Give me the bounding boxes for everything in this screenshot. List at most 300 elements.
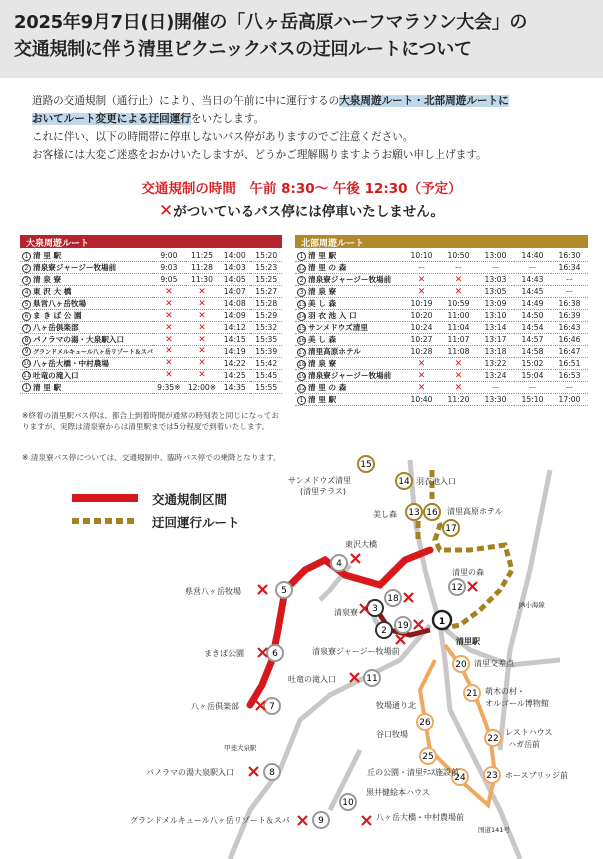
departure-time: 14:07 [219,286,250,298]
departure-time: 9:35※ [153,381,185,393]
departure-time: 13:03 [477,274,514,286]
svg-text:18: 18 [387,594,399,604]
timetable-row [295,274,588,286]
stop-label: 清 里 駅 [308,395,337,405]
no-stop-cross: ✕ [185,369,219,381]
departure-time: 14:49 [514,298,551,310]
svg-text:6: 6 [272,649,278,659]
departure-time: 15:10 [514,394,551,406]
no-stop-note: ✕がついているバス停には停車いたしません。 [158,201,445,221]
stop-name [20,286,153,298]
stop-name [20,369,153,381]
departure-time: ー [551,274,588,286]
timetable-row [20,298,282,310]
svg-text:21: 21 [466,689,478,699]
departure-time: 14:25 [219,369,250,381]
timetable-row [20,310,282,322]
svg-text:1: 1 [438,617,446,627]
stop-number: 3 [297,288,306,297]
departure-time: 10:50 [440,250,477,262]
stop-number: 4 [22,288,31,297]
no-stop-cross: ✕ [403,274,440,286]
north-route-header: 北部周遊ルート [295,235,588,248]
timetable-row [295,310,588,322]
departure-time: 15:32 [250,322,282,334]
stop-name [295,298,403,310]
no-stop-cross: ✕ [153,357,185,369]
title-line-1: 2025年9月7日(日)開催の「八ヶ岳高原ハーフマラソン大会」の [14,12,528,33]
stop-number: 16 [298,336,306,344]
departure-time: 10:27 [403,334,440,346]
svg-text:22: 22 [487,734,499,744]
departure-time: 14:40 [514,250,551,262]
timetable-row [295,358,588,370]
label-kuroi: 黒井健絵本ハウス [366,788,430,797]
stop-5 [276,582,292,598]
departure-time: 13:17 [477,334,514,346]
timetable-row [20,250,282,262]
timetable-row [20,322,282,334]
timetable-row [20,381,282,393]
stop-label: 清 里 の 森 [308,263,347,273]
footnote-2: ※ 清泉寮バス停については、交通規制中、臨時バス停での乗降となります。 [22,453,281,462]
timetable-row [295,298,588,310]
no-stop-cross: ✕ [153,286,185,298]
no-stop-cross: ✕ [403,370,440,382]
north-route-timetable [295,250,588,406]
svg-text:8: 8 [269,768,275,778]
stop-name [295,310,403,322]
departure-time: 14:45 [514,286,551,298]
departure-time: 15:25 [250,274,282,286]
departure-time: 16:47 [551,346,588,358]
timetable-row [20,369,282,381]
stop-name [20,322,153,334]
no-stop-cross: ✕ [185,334,219,346]
stop-21 [464,685,480,701]
intro-text [32,92,588,164]
departure-time: 13:18 [477,346,514,358]
departure-time: 16:46 [551,334,588,346]
stop-number: 13 [298,300,306,308]
legend-detour: 迂回運行ルート [152,515,240,530]
departure-time: 10:59 [440,298,477,310]
svg-text:24: 24 [454,773,466,783]
label-seisenryo: 清泉寮 [334,608,358,617]
stop-number: 15 [298,324,306,332]
label-tokoryu: 吐竜の滝入口 [288,675,336,684]
stop-label: パノラマの湯・大泉駅入口 [33,335,125,345]
departure-time: 14:57 [514,334,551,346]
stop-9 [313,812,329,828]
departure-time: 11:08 [440,346,477,358]
stop-13 [406,504,422,520]
stop-23 [484,767,500,783]
label-horsebridge: ホースブリッジ前 [505,771,568,780]
label-kiyosato-hotel: 清里高原ホテル [447,507,503,516]
label-makiba: まきば公園 [204,649,244,658]
departure-time: 15:55 [250,381,282,393]
stop-number: 11 [23,372,31,380]
timetable-row [20,334,282,346]
svg-text:15: 15 [360,460,372,470]
stop-number: 12 [298,264,306,272]
stop-7 [264,698,280,714]
label-kiyosato-crossing: 清里交差点 [474,659,514,668]
timetable-row [295,262,588,274]
stop-label: 清 里 駅 [308,251,337,261]
stop-8 [264,764,280,780]
departure-time: 16:43 [551,322,588,334]
no-stop-cross: ✕ [185,286,219,298]
departure-time: 10:10 [403,250,440,262]
no-stop-cross: ✕ [440,286,477,298]
label-utsukushi: 美し森 [373,510,397,519]
departure-time: 14:54 [514,322,551,334]
departure-time: 13:14 [477,322,514,334]
stop-name [20,334,153,346]
departure-time: 15:02 [514,358,551,370]
label-route141: 国道141号 [478,826,510,834]
stop-number: 9 [22,347,31,356]
departure-time: 14:35 [219,381,250,393]
svg-text:11: 11 [366,674,378,684]
stop-12 [449,579,465,595]
stop-label: 八ヶ岳倶楽部 [33,323,79,333]
stop-label: 清 里 の 森 [308,383,347,393]
departure-time: 14:43 [514,274,551,286]
timetable-row [20,286,282,298]
no-stop-cross: ✕ [153,322,185,334]
no-stop-cross: ✕ [153,346,185,358]
no-stop-cross: ✕ [403,382,440,394]
stop-6 [267,645,283,661]
stop-label: 清 里 駅 [33,382,62,392]
departure-time: 13:30 [477,394,514,406]
label-kiyosato-station: 清里駅 [456,637,480,646]
stop-name [295,322,403,334]
departure-time: 13:10 [477,310,514,322]
timetable-row [20,357,282,369]
departure-time: 14:03 [219,262,250,274]
stop-label: 美 し 森 [308,299,337,309]
south-route-timetable [20,250,282,394]
stop-number: 6 [22,312,31,321]
no-stop-cross: ✕ [440,274,477,286]
timetable-row [20,262,282,274]
stop-number: 8 [22,336,31,345]
stop-16 [424,504,440,520]
stop-name [20,262,153,274]
departure-time: 15:20 [250,250,282,262]
stop-number: 3 [22,276,31,285]
departure-time: 16:38 [551,298,588,310]
svg-text:9: 9 [318,816,324,826]
departure-time: 9:00 [153,250,185,262]
stop-label: 美 し 森 [308,335,337,345]
departure-time: ー [514,382,551,394]
stop-number: 7 [22,324,31,333]
stop-number: 1 [22,383,31,392]
departure-time: 13:22 [477,358,514,370]
svg-text:14: 14 [398,477,410,487]
stop-name [20,357,153,369]
departure-time: 14:19 [219,346,250,358]
departure-time: 11:07 [440,334,477,346]
stop-number: 2 [297,276,306,285]
stop-label: グランドメルキュール八ヶ岳リゾート＆スパ [33,348,153,356]
route-map-svg [0,450,603,859]
departure-time: ー [477,382,514,394]
stop-name [295,382,403,394]
svg-text:3: 3 [372,604,378,614]
departure-time: 13:24 [477,370,514,382]
label-tanikuchi: 谷口牧場 [376,730,408,739]
stop-name [295,286,403,298]
stop-label: 清 里 駅 [33,251,62,261]
svg-text:16: 16 [426,508,438,518]
stop-17 [443,520,459,536]
timetable-row [295,334,588,346]
stop-name [20,310,153,322]
departure-time: ー [440,262,477,274]
label-hagoromo: 羽衣池入口 [416,477,456,486]
departure-time: 10:24 [403,322,440,334]
departure-time: 15:39 [250,346,282,358]
departure-time: 11:20 [440,394,477,406]
no-stop-cross: ✕ [185,322,219,334]
no-stop-cross: ✕ [440,382,477,394]
label-sunmeadows: サンメドウズ清里 [288,476,352,485]
stop-22 [485,730,501,746]
label-bokuyo: 牧場通り北 [376,701,416,710]
stop-number: 2 [22,264,31,273]
stop-label: 東 沢 大 橋 [33,287,72,297]
no-stop-cross: ✕ [185,357,219,369]
departure-time: 10:19 [403,298,440,310]
stop-11 [364,670,380,686]
stop-label: 吐竜の滝入口 [33,370,79,380]
departure-time: 14:00 [219,250,250,262]
stop-name [20,250,153,262]
label-moeginomura: 萌木の村・ [485,687,525,696]
svg-text:10: 10 [342,798,354,808]
timetable-row [295,346,588,358]
stop-label: 清泉寮ジャージー牧場前 [308,275,392,285]
departure-time: 11:04 [440,322,477,334]
svg-text:5: 5 [281,586,287,596]
svg-text:23: 23 [486,771,498,781]
stop-label: ま き ば 公 園 [33,311,82,321]
departure-time: 15:29 [250,310,282,322]
stop-label: 羽 衣 池 入 口 [308,311,357,321]
stop-name [20,346,153,358]
departure-time: 11:28 [185,262,219,274]
no-stop-cross: ✕ [403,286,440,298]
stop-1 [433,611,451,629]
departure-time: ー [551,286,588,298]
label-orgel: オルゴール博物館 [485,699,549,708]
detour-route [432,470,512,628]
stop-name [20,298,153,310]
title-line-2: 交通規制に伴う清里ピクニックバスの迂回ルートについて [14,39,472,60]
stop-number: 14 [298,312,306,320]
departure-time: ー [477,262,514,274]
departure-time: 15:04 [514,370,551,382]
stop-label: 清泉寮ジャージー牧場前 [33,263,117,273]
stop-label: 八ヶ岳大橋・中村農場 [33,358,109,368]
departure-time: 16:34 [551,262,588,274]
label-koufu: 甲斐大泉駅 [224,744,257,752]
timetable-row [20,346,282,358]
departure-time: 10:40 [403,394,440,406]
svg-text:12: 12 [451,583,463,593]
svg-text:26: 26 [419,718,431,728]
label-nakamura: 八ヶ岳大橋・中村農場前 [376,813,464,822]
stop-20 [453,656,469,672]
label-sunmeadows-sub: (清里テラス) [300,487,347,496]
stop-name [20,274,153,286]
departure-time: 11:25 [185,250,219,262]
label-prefecture-farm: 県営八ヶ岳牧場 [185,587,241,596]
stop-26 [417,714,433,730]
timetable-row [295,250,588,262]
svg-text:13: 13 [408,508,420,518]
no-stop-cross: ✕ [153,310,185,322]
departure-time: ー [514,262,551,274]
departure-time: 15:27 [250,286,282,298]
stop-15 [358,456,374,472]
svg-text:25: 25 [422,752,434,762]
departure-time: 11:30 [185,274,219,286]
departure-time: 16:39 [551,310,588,322]
label-panorama: パノラマの湯大泉駅入口 [146,768,234,777]
intro-paragraph-2: これに伴い、以下の時間帯に停車しないバス停がありますのでご注意ください。 [32,131,414,143]
label-yatsugatake-club: 八ヶ岳倶楽部 [191,702,239,711]
stop-label: 清 泉 寮 [308,287,337,297]
stop-label: 清泉寮ジャージー牧場前 [308,371,392,381]
stop-18 [385,590,401,606]
stop-name [295,262,403,274]
highlight-detour: おいてルート変更による迂回運行 [32,113,191,125]
departure-time: 15:28 [250,298,282,310]
highlight-routes: 大泉周遊ルート・北部周遊ルートに [339,95,509,107]
stop-number: 5 [22,300,31,309]
stop-name [295,250,403,262]
stop-14 [396,473,412,489]
footnote-1: ※終着の清里駅バス停は、都合上到着時間が通常の時刻表と同じになっておりますが、実際は清泉寮からは清里駅までは5分程度で到着いたします。 [22,411,279,431]
route-map [0,450,603,859]
departure-time: 14:50 [514,310,551,322]
svg-text:17: 17 [445,524,457,534]
label-resthouse: レストハウス [505,728,553,737]
no-stop-cross: ✕ [440,358,477,370]
stop-label: 清里高原ホテル [308,347,361,357]
restriction-time: 交通規制の時間 午前 8:30～ 午後 12:30（予定） [141,181,462,197]
departure-time: 12:00※ [185,381,219,393]
no-stop-cross: ✕ [185,346,219,358]
departure-time: 14:58 [514,346,551,358]
svg-text:4: 4 [336,559,342,569]
departure-time: 11:00 [440,310,477,322]
departure-time: 14:12 [219,322,250,334]
no-stop-cross: ✕ [153,334,185,346]
departure-time: 14:05 [219,274,250,286]
departure-time: 14:09 [219,310,250,322]
departure-time: 13:09 [477,298,514,310]
cross-icon: ✕ [158,201,174,221]
label-oka: 丘の公園・清里ﾃﾆｽ施設前 [367,768,459,777]
intro-paragraph-1b: おいてルート変更による迂回運行をいたします。 [32,113,265,125]
stop-number: 12 [298,384,306,392]
timetable-row [295,286,588,298]
stop-name [295,358,403,370]
intro-paragraph-1: 道路の交通規制（通行止）により、当日の午前に中に運行するの大泉周遊ルート・北部周遊ルートに [32,95,509,107]
stop-label: 清 泉 寮 [33,275,62,285]
stop-4 [331,555,347,571]
departure-time: 13:00 [477,250,514,262]
timetable-row [295,382,588,394]
svg-text:19: 19 [397,621,409,631]
stop-3 [367,600,383,616]
departure-time: 14:15 [219,334,250,346]
departure-time: ー [403,262,440,274]
departure-time: 16:30 [551,250,588,262]
stop-number: 19 [298,372,306,380]
stop-19 [395,617,411,633]
stop-name [295,334,403,346]
intro-paragraph-3: お客様には大変ご迷惑をおかけいたしますが、どうかご理解賜りますようお願い申し上げます。 [32,149,487,161]
departure-time: ー [551,382,588,394]
timetable-row [295,370,588,382]
stop-name [20,381,153,393]
departure-time: 15:42 [250,357,282,369]
legend-restricted: 交通規制区間 [152,492,228,507]
label-higashizawa: 東沢大橋 [345,540,377,549]
stop-name [295,346,403,358]
stop-name [295,370,403,382]
stop-number: 1 [22,252,31,261]
stop-name [295,394,403,406]
departure-time: 15:23 [250,262,282,274]
stop-name [295,274,403,286]
no-stop-cross: ✕ [185,310,219,322]
stop-label: 県営八ヶ岳牧場 [33,299,87,309]
timetable-row [295,322,588,334]
departure-time: 16:53 [551,370,588,382]
departure-time: 14:08 [219,298,250,310]
restriction-notice [0,178,603,223]
departure-time: 9:05 [153,274,185,286]
svg-text:2: 2 [381,626,387,636]
departure-time: 14:22 [219,357,250,369]
departure-time: 10:28 [403,346,440,358]
departure-time: 15:35 [250,334,282,346]
svg-text:20: 20 [455,660,467,670]
label-jr: JR小海線 [519,601,545,609]
departure-time: 9:03 [153,262,185,274]
stop-10 [340,794,356,810]
label-hagamisaki: ハガ岳前 [508,740,540,749]
stop-2 [376,622,392,638]
departure-time: 13:05 [477,286,514,298]
no-stop-cross: ✕ [440,370,477,382]
title-banner [0,0,603,78]
no-stop-cross: ✕ [403,358,440,370]
label-grand: グランドメルキュール八ヶ岳リゾート＆スパ [130,816,290,825]
stop-number: 17 [298,348,306,356]
departure-time: 17:00 [551,394,588,406]
